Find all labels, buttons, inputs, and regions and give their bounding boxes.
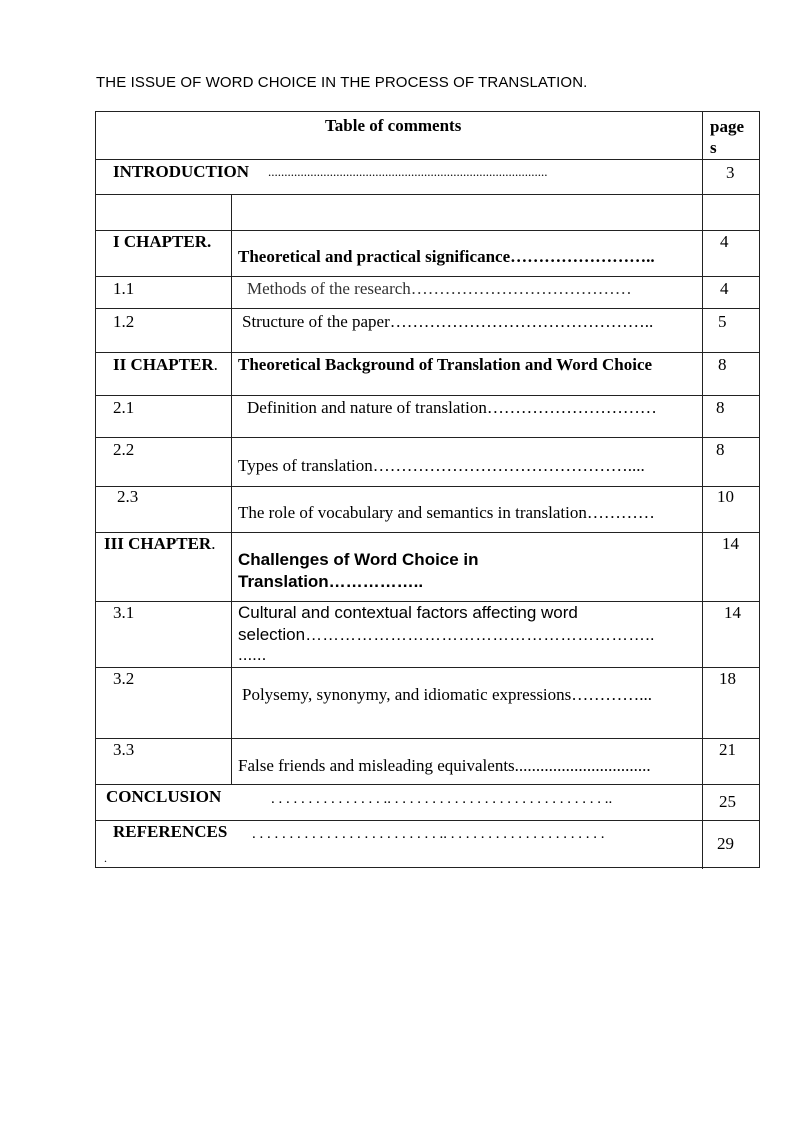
row-divider (96, 276, 759, 277)
section-3-1-title-line1: Cultural and contextual factors affecting word (238, 603, 578, 622)
section-2-3-page: 10 (717, 487, 734, 506)
section-3-2-title: Polysemy, synonymy, and idiomatic expressions…………... (242, 685, 653, 704)
chapter3-title-line1: Challenges of Word Choice in (238, 550, 479, 569)
row-divider (96, 532, 759, 533)
chapter1-label: I CHAPTER. (113, 232, 212, 251)
toc-header-pages: page (710, 117, 744, 136)
references-stray-dot: . (104, 851, 107, 865)
section-2-2-number: 2.2 (113, 440, 135, 459)
section-2-3-number: 2.3 (117, 487, 139, 506)
section-3-1-title-line3: ...... (238, 645, 267, 664)
section-1-2-title: Structure of the paper……………………………………….. (242, 312, 654, 331)
row-divider (96, 820, 759, 821)
section-1-2-page: 5 (718, 312, 727, 331)
section-2-2-page: 8 (716, 440, 725, 459)
section-2-1-number: 2.1 (113, 398, 135, 417)
page-column-divider (702, 112, 703, 869)
section-3-1-number: 3.1 (113, 603, 135, 622)
chapter3-label: III CHAPTER. (104, 534, 216, 553)
references-page: 29 (717, 834, 734, 853)
section-1-2-number: 1.2 (113, 312, 135, 331)
document-title: THE ISSUE OF WORD CHOICE IN THE PROCESS OF TRANSLATION. (96, 74, 588, 91)
section-1-1-title: Methods of the research………………………………… (247, 279, 632, 298)
section-2-1-title: Definition and nature of translation………………………… (247, 398, 657, 417)
section-3-3-number: 3.3 (113, 740, 135, 759)
chapter3-title-line2: Translation…………….. (238, 572, 424, 591)
section-3-2-number: 3.2 (113, 669, 135, 688)
section-2-1-page: 8 (716, 398, 725, 417)
section-3-3-title: False friends and misleading equivalents................................ (238, 756, 651, 775)
chapter1-title: Theoretical and practical significance…………………….. (238, 247, 655, 266)
row-divider (96, 308, 759, 309)
chapter2-title: Theoretical Background of Translation and Word Choice (238, 355, 653, 374)
row-divider (96, 738, 759, 739)
row-divider (96, 395, 759, 396)
chapter2-page: 8 (718, 355, 727, 374)
introduction-page: 3 (726, 163, 735, 182)
section-2-3-title: The role of vocabulary and semantics in translation………… (238, 503, 655, 522)
section-2-2-title: Types of translation……………………………………….... (238, 456, 645, 475)
section-3-3-page: 21 (719, 740, 736, 759)
introduction-label: INTRODUCTION (113, 162, 250, 181)
row-divider (96, 194, 759, 195)
toc-header-pages-wrap: s (710, 138, 717, 157)
section-3-2-page: 18 (719, 669, 736, 688)
conclusion-page: 25 (719, 792, 736, 811)
row-divider (96, 784, 759, 785)
section-1-1-page: 4 (720, 279, 729, 298)
section-1-1-number: 1.1 (113, 279, 135, 298)
references-label: REFERENCES (113, 822, 228, 841)
row-divider (96, 352, 759, 353)
chapter2-label: II CHAPTER. (113, 355, 218, 374)
toc-header-title: Table of comments (325, 116, 462, 135)
row-divider (96, 667, 759, 668)
references-dots: . . . . . . . . . . . . . . . . . . . . . . . . . .. . . . . . . . . . . . . . . . . . . . . . (252, 826, 605, 842)
row-divider (96, 486, 759, 487)
chapter3-page: 14 (722, 534, 739, 553)
row-divider (96, 159, 759, 160)
title-column-divider (231, 194, 232, 784)
section-3-1-page: 14 (724, 603, 741, 622)
conclusion-label: CONCLUSION (106, 787, 222, 806)
chapter1-page: 4 (720, 232, 729, 251)
conclusion-dots: . . . . . . . . . . . . . . . .. . . . . . . . . . . . . . . . . . . . . . . . . . . . . .. (271, 791, 613, 807)
row-divider (96, 230, 759, 231)
row-divider (96, 437, 759, 438)
section-3-1-title-line2: selection…………………………………………………….. (238, 625, 655, 644)
introduction-dots: ...................................................................................... (268, 164, 548, 179)
table-of-contents (95, 111, 760, 868)
